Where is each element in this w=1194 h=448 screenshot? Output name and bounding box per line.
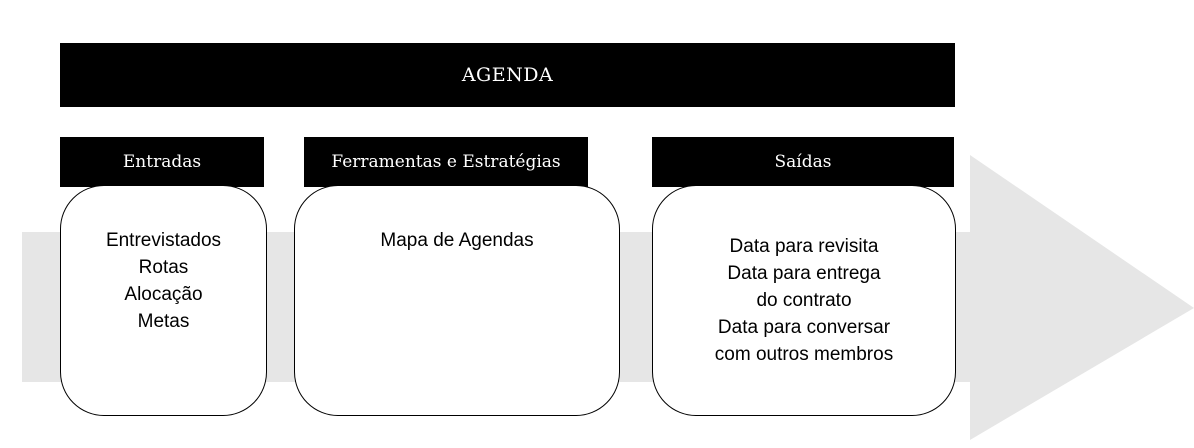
saidas-header-label: Saídas [774,152,832,172]
entradas-box [60,185,267,416]
entradas-header-label: Entradas [122,152,202,172]
ferramentas-item: Mapa de Agendas [380,230,534,251]
saidas-header [652,137,954,187]
saidas-item: do contrato [756,290,852,311]
entradas-item: Rotas [138,257,189,278]
saidas-item: Data para entrega [727,263,881,284]
ferramentas-header-label: Ferramentas e Estratégias [331,152,561,172]
ferramentas-box [294,185,620,416]
entradas-item: Entrevistados [105,230,222,251]
saidas-item: com outros membros [714,344,894,365]
agenda-title: AGENDA [461,64,554,86]
agenda-title-bar [60,43,955,107]
entradas-header [60,137,264,187]
saidas-item: Data para conversar [717,317,891,338]
entradas-item: Alocação [124,284,203,305]
ferramentas-header [304,137,588,187]
saidas-item: Data para revisita [729,236,879,257]
entradas-item: Metas [137,311,190,332]
saidas-box [652,185,956,416]
